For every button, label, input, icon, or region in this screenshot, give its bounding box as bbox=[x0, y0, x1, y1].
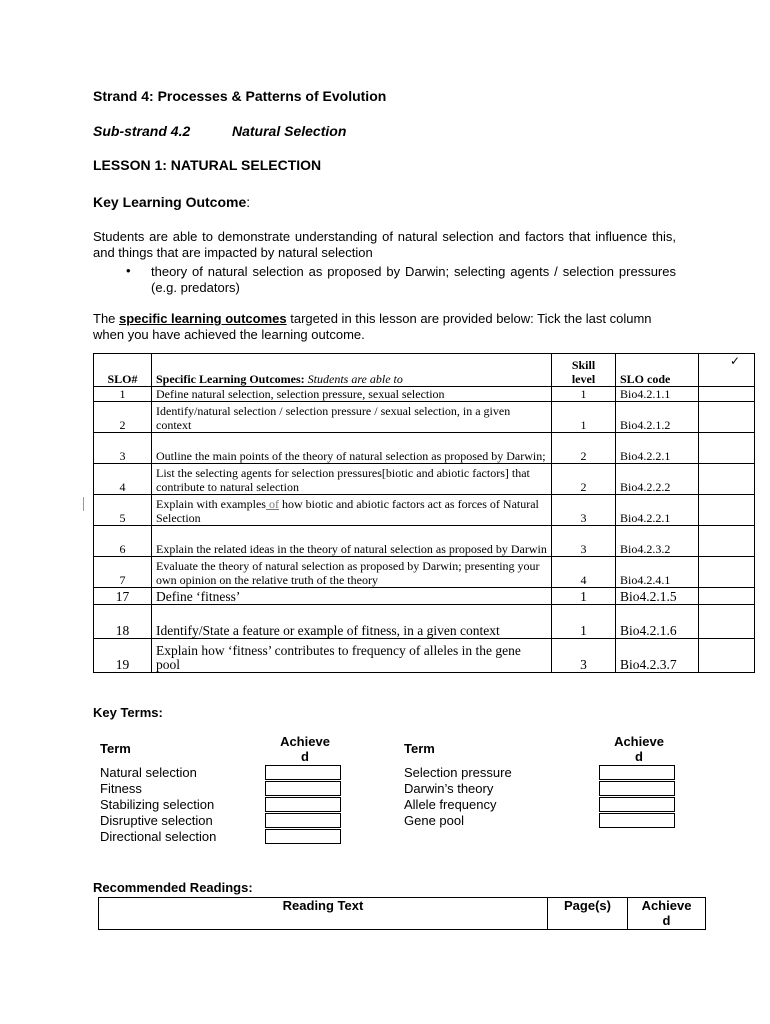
achieved-checkbox-stabilizing-selection[interactable] bbox=[265, 797, 341, 812]
table-row bbox=[94, 588, 755, 605]
slo-number: 1 bbox=[94, 387, 152, 402]
key-term: Directional selection bbox=[100, 829, 217, 844]
slo-intro-link: specific learning outcomes bbox=[119, 311, 287, 326]
key-term: Selection pressure bbox=[404, 765, 512, 780]
slo-code: Bio4.2.1.1 bbox=[616, 387, 699, 402]
reading-text-header: Reading Text bbox=[99, 898, 548, 930]
bullet-text: theory of natural selection as proposed by Darwin; selecting agents / selection pressures (e.g. predators) bbox=[151, 264, 676, 295]
skill-level: 1 bbox=[552, 605, 616, 639]
skill-level: 3 bbox=[552, 495, 616, 526]
key-terms-right-list bbox=[404, 765, 512, 829]
slo-number: 2 bbox=[94, 402, 152, 433]
klo-label: Key Learning Outcome bbox=[93, 194, 247, 210]
slo-intro bbox=[93, 311, 678, 343]
slo-code: Bio4.2.1.6 bbox=[616, 605, 699, 639]
table-row bbox=[94, 526, 755, 557]
slo-text-mark: of bbox=[265, 497, 279, 511]
slo-number: 7 bbox=[94, 557, 152, 588]
slo-number: 6 bbox=[94, 526, 152, 557]
key-term: Natural selection bbox=[100, 765, 197, 780]
tick-cell[interactable] bbox=[699, 526, 755, 557]
skill-col-header bbox=[552, 354, 616, 387]
table-row bbox=[94, 639, 755, 673]
reading-achieved-header bbox=[628, 898, 706, 930]
achieved-checkbox-directional-selection[interactable] bbox=[265, 829, 341, 844]
table-row bbox=[94, 605, 755, 639]
skill-level: 4 bbox=[552, 557, 616, 588]
skill-level: 1 bbox=[552, 588, 616, 605]
slo-col-header: SLO# bbox=[94, 354, 152, 387]
slo-number: 19 bbox=[94, 639, 152, 673]
readings-table bbox=[98, 897, 706, 930]
slo-number: 5 bbox=[94, 495, 152, 526]
reading-pages-header: Page(s) bbox=[548, 898, 628, 930]
term-header-left: Term bbox=[100, 741, 131, 756]
slo-text: Define ‘fitness’ bbox=[152, 588, 552, 605]
slo-text-pre: Explain with examples bbox=[156, 497, 266, 511]
term-header-right: Term bbox=[404, 741, 435, 756]
tick-cell[interactable] bbox=[699, 495, 755, 526]
slo-code: Bio4.2.1.2 bbox=[616, 402, 699, 433]
achieved-checkbox-darwins-theory[interactable] bbox=[599, 781, 675, 796]
substrand-label: Sub-strand 4.2 bbox=[93, 123, 191, 139]
achieved-checkbox-fitness[interactable] bbox=[265, 781, 341, 796]
slo-text: Outline the main points of the theory of natural selection as proposed by Darwin; bbox=[152, 433, 552, 464]
skill-level: 2 bbox=[552, 464, 616, 495]
readings-header-row bbox=[99, 898, 706, 930]
skill-level: 1 bbox=[552, 402, 616, 433]
slo-code: Bio4.2.3.2 bbox=[616, 526, 699, 557]
key-term: Darwin’s theory bbox=[404, 781, 494, 796]
slo-intro-post: targeted in this lesson are provided below: Tick the last column when you have achieved the learning outcome. bbox=[93, 311, 652, 342]
key-term: Disruptive selection bbox=[100, 813, 213, 828]
key-terms-title: Key Terms: bbox=[93, 705, 163, 720]
tick-cell[interactable] bbox=[699, 639, 755, 673]
tick-cell[interactable] bbox=[699, 557, 755, 588]
slo-code: Bio4.2.2.1 bbox=[616, 433, 699, 464]
achieved-header-left-1: Achieve bbox=[280, 734, 330, 749]
skill-level: 1 bbox=[552, 387, 616, 402]
tick-cell[interactable] bbox=[699, 433, 755, 464]
tick-cell[interactable] bbox=[699, 605, 755, 639]
key-term: Stabilizing selection bbox=[100, 797, 215, 812]
outcomes-col-header bbox=[152, 354, 552, 387]
tick-cell[interactable] bbox=[699, 588, 755, 605]
slo-text: Evaluate the theory of natural selection as proposed by Darwin; presenting your own opinion on the relative truth of the theory bbox=[152, 557, 552, 588]
table-row bbox=[94, 557, 755, 588]
outcomes-header-bold: Specific Learning Outcomes: bbox=[156, 372, 305, 386]
slo-header-row bbox=[94, 354, 755, 387]
slo-number: 17 bbox=[94, 588, 152, 605]
table-row bbox=[94, 402, 755, 433]
margin-marker bbox=[83, 497, 84, 511]
table-row bbox=[94, 387, 755, 402]
tick-cell[interactable] bbox=[699, 464, 755, 495]
slo-text-post: how biotic and abiotic factors act as forces of Natural Selection bbox=[156, 497, 539, 525]
code-col-header: SLO code bbox=[616, 354, 699, 387]
outcomes-header-italic: Students are able to bbox=[304, 372, 403, 386]
slo-number: 4 bbox=[94, 464, 152, 495]
key-term: Allele frequency bbox=[404, 797, 497, 812]
skill-header-line2: level bbox=[571, 372, 596, 386]
table-row bbox=[94, 495, 755, 526]
achieved-checkbox-allele-frequency[interactable] bbox=[599, 797, 675, 812]
table-row bbox=[94, 433, 755, 464]
klo-colon: : bbox=[246, 194, 251, 210]
key-term: Fitness bbox=[100, 781, 142, 796]
table-row bbox=[94, 464, 755, 495]
achieved-header-right-1: Achieve bbox=[614, 734, 664, 749]
tick-cell[interactable] bbox=[699, 387, 755, 402]
strand-title: Strand 4: Processes & Patterns of Evolution bbox=[93, 88, 387, 104]
slo-code: Bio4.2.1.5 bbox=[616, 588, 699, 605]
slo-text: Identify/natural selection / selection pressure / sexual selection, in a given context bbox=[152, 402, 552, 433]
slo-code: Bio4.2.2.1 bbox=[616, 495, 699, 526]
slo-number: 3 bbox=[94, 433, 152, 464]
substrand-title: Natural Selection bbox=[232, 123, 347, 139]
slo-table bbox=[93, 353, 755, 673]
slo-code: Bio4.2.4.1 bbox=[616, 557, 699, 588]
achieved-checkbox-natural-selection[interactable] bbox=[265, 765, 341, 780]
achieved-checkbox-disruptive-selection[interactable] bbox=[265, 813, 341, 828]
slo-text bbox=[152, 495, 552, 526]
lesson-title: LESSON 1: NATURAL SELECTION bbox=[93, 157, 322, 173]
achieved-header-left-2: d bbox=[301, 749, 309, 764]
achieved-checkbox-gene-pool[interactable] bbox=[599, 813, 675, 828]
reading-achieved-header-1: Achieve bbox=[641, 898, 692, 913]
slo-text: Define natural selection, selection pressure, sexual selection bbox=[152, 387, 552, 402]
slo-text: Explain the related ideas in the theory of natural selection as proposed by Darwin bbox=[152, 526, 552, 557]
achieved-checkbox-selection-pressure[interactable] bbox=[599, 765, 675, 780]
achieved-header-right-2: d bbox=[635, 749, 643, 764]
tick-cell[interactable] bbox=[699, 402, 755, 433]
skill-level: 3 bbox=[552, 526, 616, 557]
achieved-header-left bbox=[265, 734, 345, 764]
key-term: Gene pool bbox=[404, 813, 464, 828]
bullet-dot: • bbox=[126, 263, 131, 278]
slo-code: Bio4.2.3.7 bbox=[616, 639, 699, 673]
slo-text: Identify/State a feature or example of fitness, in a given context bbox=[152, 605, 552, 639]
slo-intro-pre: The bbox=[93, 311, 120, 326]
tick-col-header: ✓ bbox=[699, 354, 755, 387]
skill-header-line1: Skill bbox=[571, 358, 596, 372]
intro-paragraph: Students are able to demonstrate understanding of natural selection and factors that influence this, and things that are impacted by natural selection bbox=[93, 229, 676, 260]
slo-text: List the selecting agents for selection pressures[biotic and abiotic factors] that contribute to natural selection bbox=[152, 464, 552, 495]
readings-title: Recommended Readings: bbox=[93, 880, 253, 895]
skill-level: 2 bbox=[552, 433, 616, 464]
slo-number: 18 bbox=[94, 605, 152, 639]
slo-text: Explain how ‘fitness’ contributes to frequency of alleles in the gene pool bbox=[152, 639, 552, 673]
skill-level: 3 bbox=[552, 639, 616, 673]
klo-heading bbox=[93, 194, 250, 210]
reading-achieved-header-2: d bbox=[662, 913, 671, 928]
slo-code: Bio4.2.2.2 bbox=[616, 464, 699, 495]
achieved-header-right bbox=[599, 734, 679, 764]
key-terms-left-list bbox=[100, 765, 216, 845]
